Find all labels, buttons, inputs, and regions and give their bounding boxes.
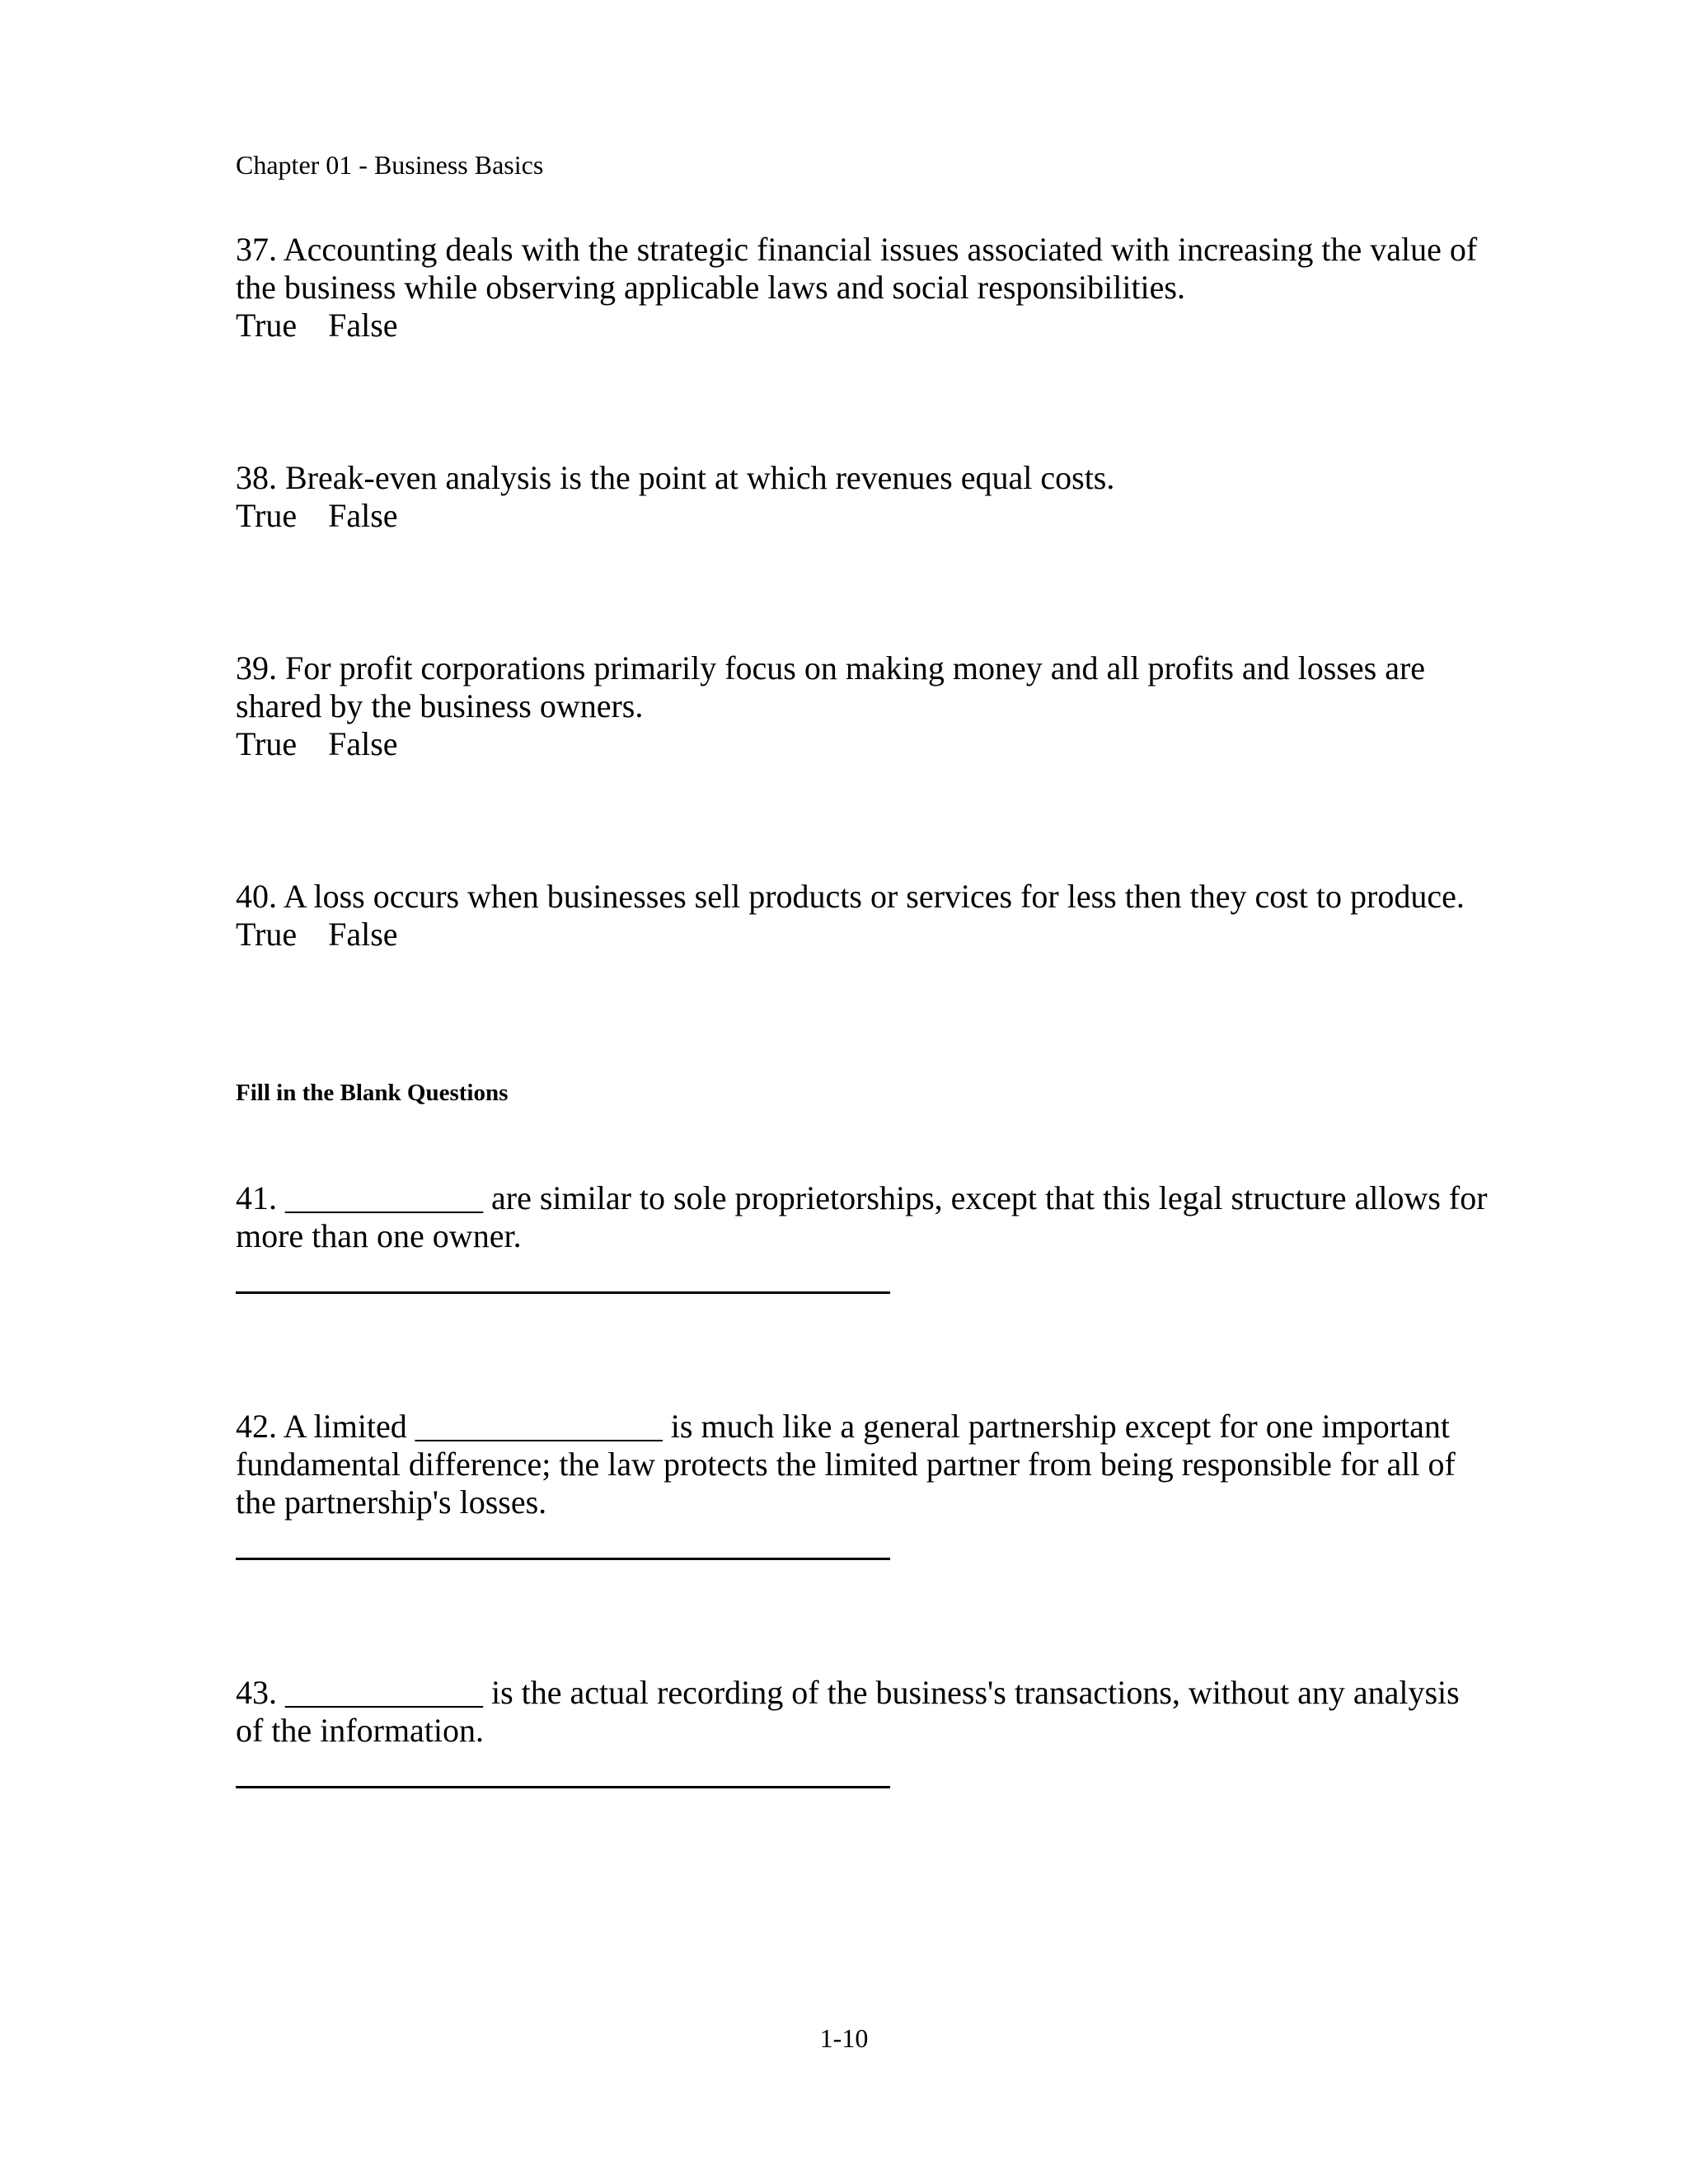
question-38 [236,459,1489,535]
question-43 [236,1674,1489,1788]
page-number: 1-10 [819,2023,869,2053]
question-text: 37. Accounting deals with the strategic financial issues associated with increasing the value of the business while observing applicable laws and social responsibilities. [236,231,1478,306]
question-40 [236,878,1489,954]
true-false-options [236,916,1489,954]
option-false: False [328,497,398,534]
option-true: True [236,497,298,534]
option-true: True [236,307,298,344]
page-header: Chapter 01 - Business Basics [236,150,544,180]
section-heading-fill-in-blank: Fill in the Blank Questions [236,1080,509,1106]
true-false-options [236,725,1489,763]
option-false: False [328,307,398,344]
question-text: 43. ____________ is the actual recording of the business's transactions, without any analysis of the information. [236,1674,1460,1749]
question-42 [236,1408,1489,1560]
question-text: 40. A loss occurs when businesses sell products or services for less then they cost to produce. [236,878,1465,915]
answer-line [236,1558,890,1560]
option-true: True [236,725,298,762]
question-39 [236,649,1489,763]
question-37 [236,231,1489,344]
option-false: False [328,725,398,762]
question-text: 41. ____________ are similar to sole proprietorships, except that this legal structure allows for more than one owner. [236,1179,1488,1254]
true-false-options [236,307,1489,344]
option-false: False [328,916,398,953]
question-text: 42. A limited _______________ is much like a general partnership except for one important fundamental difference; the law protects the limited partner from being responsible for all of the partnership's losses. [236,1408,1456,1521]
option-true: True [236,916,298,953]
true-false-options [236,497,1489,535]
question-41 [236,1179,1489,1294]
answer-line [236,1786,890,1788]
answer-line [236,1291,890,1294]
question-text: 38. Break-even analysis is the point at which revenues equal costs. [236,459,1115,496]
question-text: 39. For profit corporations primarily focus on making money and all profits and losses are shared by the business owners. [236,649,1426,724]
